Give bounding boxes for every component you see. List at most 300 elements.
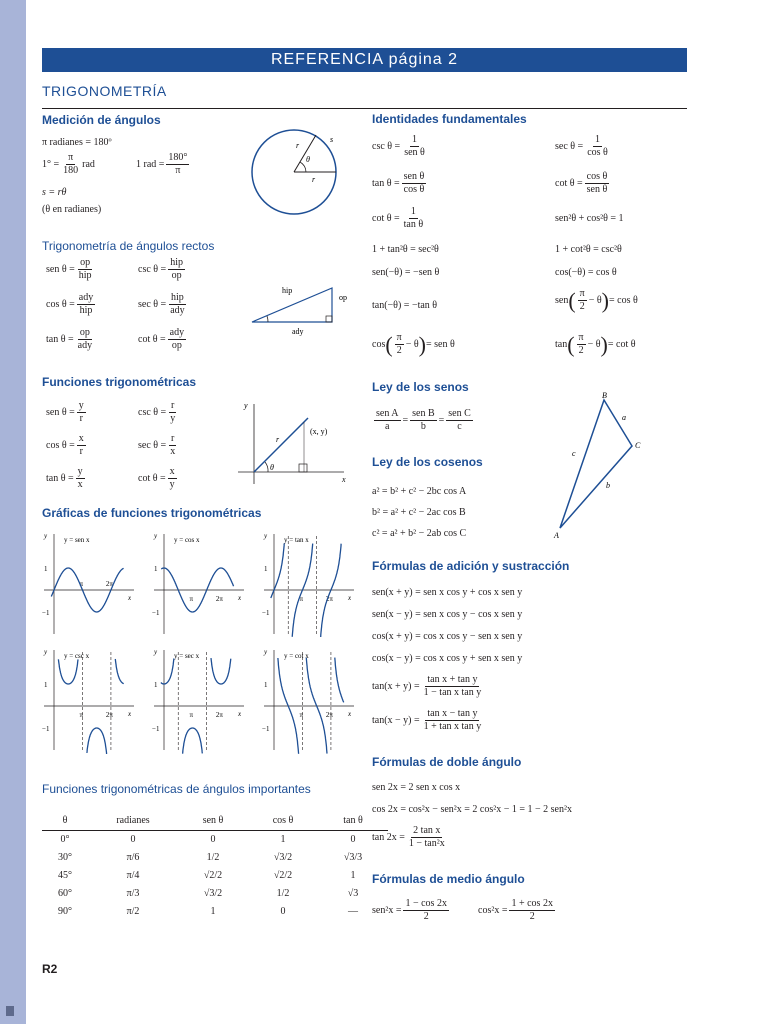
graph-title: y = cot x xyxy=(284,652,309,660)
table-row xyxy=(42,866,388,884)
graph-tick-two-pi: 2π xyxy=(325,595,333,603)
formula-lhs: sen²x = xyxy=(372,905,402,916)
deg-num: π xyxy=(68,152,74,163)
identity-fraction xyxy=(402,206,426,231)
paren-close: ) xyxy=(601,287,609,313)
identity-cofunction-sin xyxy=(555,288,638,313)
identity-fraction xyxy=(402,134,427,159)
ratio-formula xyxy=(138,400,179,425)
vertex-a: A xyxy=(554,531,559,540)
table-cell: √3/2 xyxy=(203,887,223,899)
graph-tick-two-pi: 2π xyxy=(325,711,333,719)
ratio-fraction xyxy=(76,466,85,491)
double-cos: cos 2x = cos²x − sen²x = 2 cos²x − 1 = 1 − 2 sen²x xyxy=(372,804,572,815)
formula-fraction xyxy=(403,898,448,923)
table-cell: 0 xyxy=(280,905,286,917)
table-cell: 1 xyxy=(210,905,216,917)
table-cell: √2/2 xyxy=(273,869,293,881)
ratio-fraction xyxy=(168,433,177,458)
graph-title: y = cos x xyxy=(174,536,200,544)
fraction-num: sen A xyxy=(376,408,399,419)
fraction-den: hip xyxy=(78,270,92,281)
formula-lhs: tan 2x = xyxy=(372,832,405,843)
deg-den: 180 xyxy=(63,165,79,176)
graph-tick-pi: π xyxy=(189,711,194,719)
graph-tick-two-pi: 2π xyxy=(105,711,113,719)
table-cell: π/6 xyxy=(126,851,140,863)
equals-sign: = xyxy=(438,415,445,426)
ratio-formula xyxy=(46,400,88,425)
angles-line1: π radianes = 180º xyxy=(42,137,112,148)
label-r2: r xyxy=(296,141,300,150)
identity-fraction xyxy=(585,171,610,196)
graph-title: y = tan x xyxy=(284,536,309,544)
label-s: s xyxy=(330,135,334,144)
fraction-den: sen θ xyxy=(586,184,608,195)
fraction-num: π xyxy=(578,332,584,343)
table-cell: 0 xyxy=(350,833,356,845)
rad-num: 180° xyxy=(168,152,188,163)
cofunction-fn: cos xyxy=(372,339,386,350)
rad-fraction xyxy=(166,152,189,177)
ratio-lhs: cot θ = xyxy=(138,334,166,345)
fraction-num: y xyxy=(77,466,83,477)
identity-cot2 xyxy=(372,206,427,231)
label-adj: ady xyxy=(292,327,304,336)
table-body xyxy=(42,830,388,920)
table-cell: 45° xyxy=(58,869,72,881)
heading-half: Fórmulas de medio ángulo xyxy=(372,872,525,886)
rad-formula xyxy=(136,152,191,177)
fraction-den: a xyxy=(385,421,390,432)
fraction-den: hip xyxy=(79,305,93,316)
fraction-den: 2 xyxy=(578,345,584,356)
graph-axis-y-label: y xyxy=(154,648,158,656)
ratio-fraction xyxy=(77,292,95,317)
table-cell: 0 xyxy=(130,833,136,845)
vertex-b: B xyxy=(602,391,607,400)
paren-open: ( xyxy=(568,287,576,313)
label-point: (x, y) xyxy=(310,427,328,436)
rad-den: π xyxy=(175,165,181,176)
sines-fraction-a xyxy=(374,408,401,433)
fraction-num: 2 tan x xyxy=(413,825,441,836)
label-hyp: hip xyxy=(282,286,293,295)
table-cell: √2/2 xyxy=(203,869,223,881)
graph-tick-minus-one: −1 xyxy=(42,609,50,617)
double-tan xyxy=(372,825,449,850)
fraction-num: π xyxy=(396,332,402,343)
fraction-den: 2 xyxy=(529,911,535,922)
table-cell: 60° xyxy=(58,887,72,899)
fraction-num: r xyxy=(171,433,175,444)
ratio-formula xyxy=(46,327,96,352)
fraction-den: 1 − tan x tan y xyxy=(423,687,482,698)
graph-csc xyxy=(42,646,138,754)
graph-axis-x-label: x xyxy=(128,710,132,718)
identity-lhs: csc θ = xyxy=(372,141,401,152)
fraction-num: sen θ xyxy=(403,171,425,182)
identity-lhs: cot θ = xyxy=(555,178,583,189)
sines-fraction-b xyxy=(410,408,437,433)
graph-axis-x-label: x xyxy=(238,710,242,718)
sines-fraction-c xyxy=(446,408,473,433)
graph-tick-minus-one: −1 xyxy=(152,609,160,617)
identity-lhs: cot θ = xyxy=(372,213,400,224)
table-header-row xyxy=(42,812,388,830)
fraction-den: cos θ xyxy=(403,184,425,195)
pi-over-two xyxy=(577,332,586,357)
graph-tick-one: 1 xyxy=(44,681,48,689)
fraction-num: ady xyxy=(169,327,185,338)
graph-cos xyxy=(152,530,248,638)
fraction-num: 1 + cos 2x xyxy=(511,898,553,909)
equals-sign: = xyxy=(402,415,409,426)
fraction-den: 1 + tan x tan y xyxy=(423,721,482,732)
fraction-den: y xyxy=(169,479,175,490)
graph-tick-two-pi: 2π xyxy=(215,595,223,603)
fraction-num: 1 xyxy=(595,134,601,145)
identity-pyth2: 1 + tan²θ = sec²θ xyxy=(372,244,439,255)
graph-tick-one: 1 xyxy=(264,681,268,689)
double-sin: sen 2x = 2 sen x cos x xyxy=(372,782,461,793)
cofunction-rhs: = cot θ xyxy=(607,339,636,350)
fraction-num: hip xyxy=(170,257,183,268)
graph-axis-y-label: y xyxy=(264,532,268,540)
rad-lhs: 1 rad = xyxy=(136,159,165,170)
identity-fraction xyxy=(585,134,610,159)
fraction-den: r xyxy=(79,446,83,457)
fraction-den: sen θ xyxy=(404,147,425,158)
fraction-den: x xyxy=(170,446,176,457)
fraction-num: π xyxy=(579,288,585,299)
side-a: a xyxy=(622,413,626,422)
ratio-lhs: sen θ = xyxy=(46,264,75,275)
heading-double: Fórmulas de doble ángulo xyxy=(372,755,522,769)
graph-axis-x-label: x xyxy=(348,594,352,602)
ratio-lhs: sen θ = xyxy=(46,407,75,418)
heading-important: Funciones trigonométricas de ángulos importantes xyxy=(42,782,311,796)
fraction-num: x xyxy=(78,433,84,444)
half-cos xyxy=(478,898,557,923)
identity-tan xyxy=(372,171,428,196)
minus-theta: − θ xyxy=(405,339,419,350)
deg-formula xyxy=(42,152,95,177)
heading-functions: Funciones trigonométricas xyxy=(42,375,197,389)
tan-add-formula xyxy=(372,674,485,699)
ratio-formula xyxy=(46,292,97,317)
graph-tick-two-pi: 2π xyxy=(215,711,223,719)
minus-theta: − θ xyxy=(588,295,602,306)
table-header: sen θ xyxy=(178,812,248,830)
graph-tick-one: 1 xyxy=(154,681,158,689)
fraction-num: hip xyxy=(171,292,184,303)
fraction-den: c xyxy=(457,421,462,432)
table-cell: 1/2 xyxy=(276,887,290,899)
graph-tick-pi: π xyxy=(79,580,84,588)
paren-open: ( xyxy=(385,331,393,357)
formula-fraction xyxy=(407,825,447,850)
formula-line: c² = a² + b² − 2ab cos C xyxy=(372,528,467,539)
formula-lhs: cos²x = xyxy=(478,905,508,916)
arc-formula: s = rθ xyxy=(42,187,67,198)
half-sin xyxy=(372,898,451,923)
graph-title: y = sen x xyxy=(64,536,90,544)
fraction-num: x xyxy=(169,466,175,477)
graph-tick-minus-one: −1 xyxy=(262,609,270,617)
identity-cofunction-tan xyxy=(555,332,636,357)
graph-tick-pi: π xyxy=(189,595,194,603)
heading-right: Trigonometría de ángulos rectos xyxy=(42,239,215,253)
deg-rhs: rad xyxy=(82,159,95,170)
identity-fraction xyxy=(402,171,427,196)
graph-tick-pi: π xyxy=(79,711,84,719)
ratio-formula xyxy=(138,466,179,491)
table-cell: π/4 xyxy=(126,869,140,881)
fraction-num: cos θ xyxy=(586,171,608,182)
fraction-den: b xyxy=(420,421,426,432)
ratio-formula xyxy=(138,292,189,317)
graph-sec xyxy=(152,646,248,754)
fraction-den: 2 xyxy=(423,911,429,922)
table-cell: 1/2 xyxy=(206,851,220,863)
fraction-den: r xyxy=(79,413,83,424)
table-cell: 1 xyxy=(280,833,286,845)
table-row xyxy=(42,848,388,866)
label-opp: op xyxy=(339,293,347,302)
formula-fraction xyxy=(509,898,554,923)
fraction-num: tan x − tan y xyxy=(427,708,478,719)
fraction-den: op xyxy=(171,340,182,351)
fraction-num: op xyxy=(79,327,90,338)
heading-addition: Fórmulas de adición y sustracción xyxy=(372,559,570,573)
ratio-lhs: tan θ = xyxy=(46,334,74,345)
table-cell: √3 xyxy=(347,887,359,899)
table-cell: 0° xyxy=(60,833,70,845)
graph-tick-two-pi: 2π xyxy=(105,580,113,588)
identity-csc xyxy=(372,134,429,159)
label-y: y xyxy=(244,401,248,410)
heading-graphs: Gráficas de funciones trigonométricas xyxy=(42,506,262,520)
table-row xyxy=(42,902,388,920)
graph-axis-x-label: x xyxy=(128,594,132,602)
table-row xyxy=(42,830,388,848)
ratio-fraction xyxy=(77,433,86,458)
paren-open: ( xyxy=(567,331,575,357)
pi-over-two xyxy=(395,332,404,357)
formula-line: b² = a² + c² − 2ac cos B xyxy=(372,507,466,518)
fraction-num: y xyxy=(78,400,84,411)
graph-axis-y-label: y xyxy=(44,648,48,656)
label-r1: r xyxy=(312,175,316,184)
fraction-den: tan θ xyxy=(403,219,424,230)
fraction-den: ady xyxy=(170,305,185,316)
identity-even-cos: cos(−θ) = cos θ xyxy=(555,267,617,278)
ratio-lhs: cos θ = xyxy=(46,440,75,451)
ratio-formula xyxy=(138,257,187,282)
graph-tick-minus-one: −1 xyxy=(262,725,270,733)
identity-sec xyxy=(555,134,612,159)
graph-tick-minus-one: −1 xyxy=(152,725,160,733)
graph-tick-one: 1 xyxy=(264,565,268,573)
identity-pyth3: 1 + cot²θ = csc²θ xyxy=(555,244,622,255)
ratio-lhs: sec θ = xyxy=(138,440,167,451)
tan-sub-formula xyxy=(372,708,485,733)
graph-axis-y-label: y xyxy=(264,648,268,656)
formula-line: sen(x − y) = sen x cos y − cos x sen y xyxy=(372,609,523,620)
section-rule xyxy=(42,108,687,109)
ratio-fraction xyxy=(168,466,177,491)
table-cell: √3/2 xyxy=(273,851,293,863)
ratio-lhs: cos θ = xyxy=(46,299,75,310)
fraction-den: ady xyxy=(77,340,93,351)
ratio-formula xyxy=(46,257,96,282)
fraction-num: 1 xyxy=(410,206,416,217)
ratio-fraction xyxy=(77,257,94,282)
fraction-den: x xyxy=(77,479,83,490)
page-sidebar xyxy=(0,0,26,1024)
table-cell: 30° xyxy=(58,851,72,863)
cofunction-fn: sen xyxy=(555,295,569,306)
graph-axis-x-label: x xyxy=(238,594,242,602)
fraction-num: tan x + tan y xyxy=(427,674,478,685)
law-of-sines xyxy=(372,408,475,433)
fraction-num: op xyxy=(80,257,91,268)
fraction-num: 1 xyxy=(412,134,418,145)
graph-title: y = csc x xyxy=(64,652,90,660)
identity-odd-sin: sen(−θ) = −sen θ xyxy=(372,267,440,278)
identity-lhs: tan θ = xyxy=(372,178,400,189)
fraction-num: sen B xyxy=(412,408,435,419)
ratio-lhs: cot θ = xyxy=(138,473,166,484)
table-header: tan θ xyxy=(318,812,388,830)
angles-table xyxy=(42,812,388,920)
ratio-formula xyxy=(138,433,179,458)
fraction-den: cos θ xyxy=(587,147,608,158)
cofunction-rhs: = sen θ xyxy=(426,339,455,350)
table-cell: π/2 xyxy=(126,905,140,917)
circle-diagram xyxy=(248,126,344,218)
fraction-num: ady xyxy=(78,292,94,303)
table-header: cos θ xyxy=(248,812,318,830)
formula-lhs: tan(x − y) = xyxy=(372,715,420,726)
fraction-den: 2 xyxy=(579,301,585,312)
cofunction-rhs: = cos θ xyxy=(609,295,638,306)
ratio-lhs: csc θ = xyxy=(138,264,167,275)
identity-pyth1: sen²θ + cos²θ = 1 xyxy=(555,213,624,224)
table-row xyxy=(42,884,388,902)
cofunction-fn: tan xyxy=(555,339,568,350)
graph-tick-one: 1 xyxy=(44,565,48,573)
fraction-den: op xyxy=(171,270,182,281)
ratio-fraction xyxy=(168,400,177,425)
right-triangle xyxy=(246,278,358,338)
table-cell: 1 xyxy=(350,869,356,881)
graph-tick-one: 1 xyxy=(154,565,158,573)
ratio-fraction xyxy=(168,257,185,282)
fraction-den: y xyxy=(170,413,176,424)
fraction-num: 1 − cos 2x xyxy=(405,898,447,909)
theta-arc xyxy=(267,316,268,322)
ratio-lhs: tan θ = xyxy=(46,473,74,484)
formula-fraction xyxy=(422,708,484,733)
ratio-formula xyxy=(138,327,188,352)
graph-tick-pi: π xyxy=(299,711,304,719)
graph-axis-y-label: y xyxy=(44,532,48,540)
label-theta: θ xyxy=(306,155,310,164)
right-angle-mark xyxy=(326,316,332,322)
page-banner: REFERENCIA página 2 xyxy=(42,48,687,72)
fraction-den: 2 xyxy=(396,345,402,356)
ratio-fraction xyxy=(168,327,186,352)
heading-sines: Ley de los senos xyxy=(372,380,469,394)
fraction-num: r xyxy=(171,400,175,411)
identity-odd-tan: tan(−θ) = −tan θ xyxy=(372,300,438,311)
label-r: r xyxy=(276,435,280,444)
heading-angles: Medición de ángulos xyxy=(42,113,161,127)
graph-title: y = sec x xyxy=(174,652,200,660)
ratio-formula xyxy=(46,466,87,491)
theta-arc xyxy=(265,462,268,472)
minus-theta: − θ xyxy=(587,339,601,350)
table-cell: — xyxy=(348,905,358,917)
graph-tick-pi: π xyxy=(299,595,304,603)
table-header: θ xyxy=(42,812,88,830)
paren-close: ) xyxy=(418,331,426,357)
paren-close: ) xyxy=(600,331,608,357)
ratio-lhs: sec θ = xyxy=(138,299,167,310)
ratio-fraction xyxy=(168,292,186,317)
right-angle-mark xyxy=(299,464,307,472)
identity-cofunction-cos xyxy=(372,332,455,357)
graph-tick-minus-one: −1 xyxy=(42,725,50,733)
formula-lhs: tan(x + y) = xyxy=(372,681,420,692)
identity-cot1 xyxy=(555,171,611,196)
table-header: radianes xyxy=(88,812,178,830)
vertex-c: C xyxy=(635,441,641,450)
section-title: TRIGONOMETRÍA xyxy=(42,83,167,99)
formula-line: cos(x + y) = cos x cos y − sen x sen y xyxy=(372,631,523,642)
heading-cosines: Ley de los cosenos xyxy=(372,455,483,469)
graph-cot xyxy=(262,646,358,754)
heading-identities: Identidades fundamentales xyxy=(372,112,527,126)
ratio-formula xyxy=(46,433,88,458)
ratio-lhs: csc θ = xyxy=(138,407,167,418)
pi-over-two xyxy=(578,288,587,313)
identity-lhs: sec θ = xyxy=(555,141,584,152)
table-cell: √3/3 xyxy=(343,851,363,863)
radian-note: (θ en radianes) xyxy=(42,204,102,215)
graph-axis-x-label: x xyxy=(348,710,352,718)
formula-fraction xyxy=(422,674,484,699)
formula-line: a² = b² + c² − 2bc cos A xyxy=(372,486,467,497)
fraction-den: 1 − tan²x xyxy=(408,838,445,849)
side-c: c xyxy=(572,449,576,458)
ratio-fraction xyxy=(76,327,94,352)
table-cell: π/3 xyxy=(126,887,140,899)
sidebar-mark xyxy=(6,1006,14,1016)
oblique-triangle xyxy=(548,388,648,540)
deg-lhs: 1° = xyxy=(42,159,60,170)
formula-line: sen(x + y) = sen x cos y + cos x sen y xyxy=(372,587,523,598)
formula-line: cos(x − y) = cos x cos y + sen x sen y xyxy=(372,653,523,664)
graph-axis-y-label: y xyxy=(154,532,158,540)
unit-point-diagram xyxy=(234,398,358,488)
label-theta: θ xyxy=(270,463,274,472)
label-x: x xyxy=(342,475,346,484)
table-cell: 90° xyxy=(58,905,72,917)
graph-sin xyxy=(42,530,138,638)
